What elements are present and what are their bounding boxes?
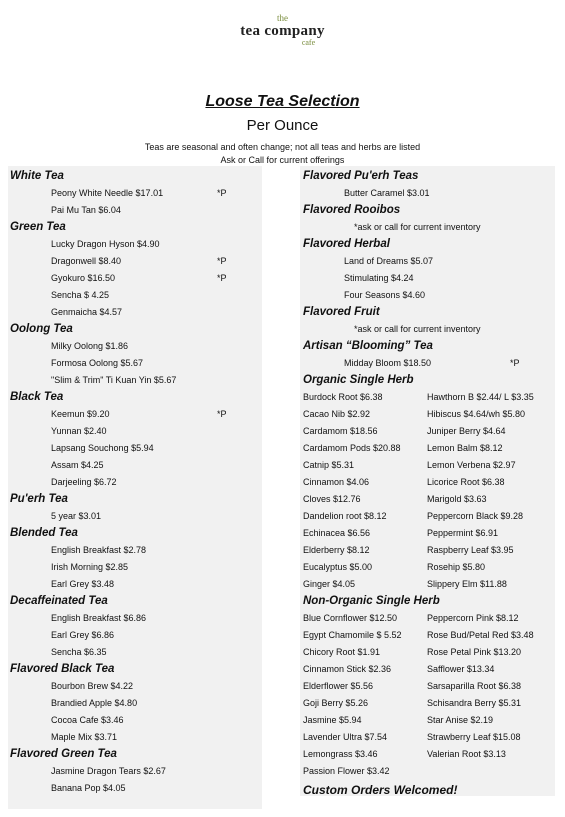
menu-item <box>10 729 260 746</box>
company-logo <box>0 14 565 47</box>
section-heading: Decaffeinated Tea <box>10 595 108 607</box>
herb-row <box>303 423 553 440</box>
herb-row <box>303 644 553 661</box>
menu-item <box>10 253 260 270</box>
page-subtitle: Per Ounce <box>246 117 319 134</box>
menu-item <box>10 559 260 576</box>
herb-item: Hawthorn B $2.44/ L $3.35 <box>427 392 534 402</box>
menu-item-label: Genmaicha $4.57 <box>51 307 123 317</box>
menu-item <box>10 644 260 661</box>
menu-item <box>10 270 260 287</box>
herb-item: Passion Flower $3.42 <box>303 766 390 776</box>
herb-row <box>303 729 553 746</box>
herb-item: Raspberry Leaf $3.95 <box>427 545 514 555</box>
inventory-note: *ask or call for current inventory <box>354 222 481 232</box>
herb-item: Cinnamon Stick $2.36 <box>303 664 392 674</box>
menu-item-label: Dragonwell $8.40 <box>51 256 122 266</box>
menu-item <box>10 508 260 525</box>
premium-mark: *P <box>217 409 227 419</box>
menu-item <box>10 627 260 644</box>
section-heading: Non-Organic Single Herb <box>303 595 440 607</box>
menu-item: Four Seasons $4.60 <box>344 290 426 300</box>
menu-item-label: Jasmine Dragon Tears $2.67 <box>51 766 166 776</box>
herb-item: Slippery Elm $11.88 <box>427 579 507 589</box>
section-heading: Flavored Green Tea <box>10 748 117 760</box>
premium-mark: *P <box>217 188 227 198</box>
herb-item: Peppermint $6.91 <box>427 528 499 538</box>
menu-item <box>10 678 260 695</box>
menu-item <box>10 406 260 423</box>
herb-item: Goji Berry $5.26 <box>303 698 369 708</box>
section-heading: Flavored Fruit <box>303 306 380 318</box>
menu-item-label: English Breakfast $6.86 <box>51 613 147 623</box>
menu-item-label: Peony White Needle $17.01 <box>51 188 164 198</box>
herb-item: Cacao Nib $2.92 <box>303 409 371 419</box>
inventory-note: *ask or call for current inventory <box>354 324 481 334</box>
herb-row <box>303 678 553 695</box>
menu-item-label: Lucky Dragon Hyson $4.90 <box>51 239 160 249</box>
menu-item-label: Maple Mix $3.71 <box>51 732 118 742</box>
herb-item: Blue Cornflower $12.50 <box>303 613 398 623</box>
logo-cafe: cafe <box>301 38 316 47</box>
herb-row <box>303 525 553 542</box>
herb-row <box>303 474 553 491</box>
menu-item <box>10 338 260 355</box>
herb-item: Schisandra Berry $5.31 <box>427 698 522 708</box>
herb-row <box>303 508 553 525</box>
herb-row <box>303 559 553 576</box>
section-heading: Flavored Rooibos <box>303 204 401 216</box>
herb-row <box>303 763 553 780</box>
herb-row <box>303 610 553 627</box>
call-note: Ask or Call for current offerings <box>220 155 345 165</box>
seasonal-note: Teas are seasonal and often change; not all teas and herbs are listed <box>144 142 421 152</box>
section-heading: Flavored Pu'erh Teas <box>303 170 419 182</box>
herb-row <box>303 712 553 729</box>
menu-item <box>10 185 260 202</box>
herb-item: Lemon Verbena $2.97 <box>427 460 516 470</box>
menu-item <box>10 780 260 797</box>
herb-item: Peppercorn Black $9.28 <box>427 511 524 521</box>
section-heading: Organic Single Herb <box>303 374 414 386</box>
herb-item: Lemon Balm $8.12 <box>427 443 503 453</box>
logo-the: the <box>277 13 288 23</box>
herb-item: Eucalyptus $5.00 <box>303 562 373 572</box>
herb-row <box>303 406 553 423</box>
menu-item-label: "Slim & Trim" Ti Kuan Yin $5.67 <box>51 375 177 385</box>
herb-item: Star Anise $2.19 <box>427 715 494 725</box>
menu-item <box>10 695 260 712</box>
menu-item <box>10 474 260 491</box>
herb-row <box>303 695 553 712</box>
menu-item-label: Lapsang Souchong $5.94 <box>51 443 154 453</box>
herb-item: Peppercorn Pink $8.12 <box>427 613 519 623</box>
menu-item-label: 5 year $3.01 <box>51 511 102 521</box>
organic-herb-list <box>303 389 553 593</box>
menu-item <box>10 712 260 729</box>
herb-item <box>427 763 553 780</box>
menu-item-label: Brandied Apple $4.80 <box>51 698 138 708</box>
page-title: Loose Tea Selection <box>205 93 360 110</box>
menu-item <box>10 372 260 389</box>
menu-item-label: Banana Pop $4.05 <box>51 783 126 793</box>
herb-item: Safflower $13.34 <box>427 664 495 674</box>
menu-item: Land of Dreams $5.07 <box>344 256 434 266</box>
menu-item-label: English Breakfast $2.78 <box>51 545 147 555</box>
menu-item-label: Irish Morning $2.85 <box>51 562 129 572</box>
section-heading: White Tea <box>10 170 64 182</box>
herb-item: Cardamom $18.56 <box>303 426 378 436</box>
herb-item: Catnip $5.31 <box>303 460 355 470</box>
herb-item: Strawberry Leaf $15.08 <box>427 732 521 742</box>
herb-item: Dandelion root $8.12 <box>303 511 387 521</box>
herb-item: Jasmine $5.94 <box>303 715 362 725</box>
menu-item-label: Earl Grey $6.86 <box>51 630 115 640</box>
herb-item: Rose Petal Pink $13.20 <box>427 647 522 657</box>
herb-row <box>303 627 553 644</box>
menu-item-label: Earl Grey $3.48 <box>51 579 115 589</box>
herb-row <box>303 661 553 678</box>
logo-wordmark: tea company <box>240 23 325 39</box>
herb-item: Ginger $4.05 <box>303 579 356 589</box>
menu-item <box>10 610 260 627</box>
menu-item: Butter Caramel $3.01 <box>344 188 430 198</box>
herb-item: Cloves $12.76 <box>303 494 361 504</box>
menu-item <box>10 202 260 219</box>
menu-item <box>10 763 260 780</box>
herb-item: Elderberry $8.12 <box>303 545 370 555</box>
menu-item <box>10 355 260 372</box>
herb-item: Echinacea $6.56 <box>303 528 371 538</box>
herb-row <box>303 440 553 457</box>
herb-item: Rose Bud/Petal Red $3.48 <box>427 630 534 640</box>
section-heading: Flavored Herbal <box>303 238 390 250</box>
menu-item <box>10 287 260 304</box>
menu-item <box>10 236 260 253</box>
herb-row <box>303 542 553 559</box>
herb-item: Juniper Berry $4.64 <box>427 426 506 436</box>
section-heading: Oolong Tea <box>10 323 73 335</box>
premium-mark: *P <box>510 358 520 368</box>
herb-row <box>303 457 553 474</box>
custom-orders-note: Custom Orders Welcomed! <box>303 783 458 797</box>
menu-item <box>10 457 260 474</box>
section-heading: Pu'erh Tea <box>10 493 68 505</box>
herb-item: Cardamom Pods $20.88 <box>303 443 401 453</box>
menu-item: Stimulating $4.24 <box>344 273 414 283</box>
left-menu-column <box>10 168 260 797</box>
herb-item: Chicory Root $1.91 <box>303 647 381 657</box>
menu-item <box>10 304 260 321</box>
right-menu-column <box>303 168 553 800</box>
menu-item <box>10 576 260 593</box>
menu-item-label: Midday Bloom $18.50 <box>344 358 432 368</box>
menu-item-label: Bourbon Brew $4.22 <box>51 681 134 691</box>
non-organic-herb-list <box>303 610 553 780</box>
section-heading: Green Tea <box>10 221 66 233</box>
menu-item-label: Milky Oolong $1.86 <box>51 341 129 351</box>
menu-item-label: Cocoa Cafe $3.46 <box>51 715 124 725</box>
herb-item: Hibiscus $4.64/wh $5.80 <box>427 409 526 419</box>
herb-item: Egypt Chamomile $ 5.52 <box>303 630 402 640</box>
herb-item: Licorice Root $6.38 <box>427 477 505 487</box>
premium-mark: *P <box>217 256 227 266</box>
herb-row <box>303 746 553 763</box>
menu-item-label: Sencha $ 4.25 <box>51 290 110 300</box>
menu-item-label: Sencha $6.35 <box>51 647 107 657</box>
menu-item-label: Gyokuro $16.50 <box>51 273 116 283</box>
menu-item <box>303 355 553 372</box>
herb-item: Burdock Root $6.38 <box>303 392 383 402</box>
herb-item: Sarsaparilla Root $6.38 <box>427 681 522 691</box>
herb-item: Lavender Ultra $7.54 <box>303 732 388 742</box>
menu-item-label: Darjeeling $6.72 <box>51 477 117 487</box>
section-heading: Black Tea <box>10 391 64 403</box>
premium-mark: *P <box>217 273 227 283</box>
section-heading: Blended Tea <box>10 527 78 539</box>
herb-item: Cinnamon $4.06 <box>303 477 370 487</box>
menu-item-label: Keemun $9.20 <box>51 409 110 419</box>
herb-row <box>303 491 553 508</box>
herb-item: Lemongrass $3.46 <box>303 749 378 759</box>
herb-item: Marigold $3.63 <box>427 494 487 504</box>
menu-item <box>10 542 260 559</box>
herb-row <box>303 576 553 593</box>
menu-item-label: Yunnan $2.40 <box>51 426 107 436</box>
section-heading: Artisan “Blooming” Tea <box>303 340 433 352</box>
menu-item-label: Assam $4.25 <box>51 460 104 470</box>
menu-item <box>10 440 260 457</box>
menu-item-label: Formosa Oolong $5.67 <box>51 358 144 368</box>
menu-item-label: Pai Mu Tan $6.04 <box>51 205 121 215</box>
herb-item: Valerian Root $3.13 <box>427 749 506 759</box>
herb-item: Rosehip $5.80 <box>427 562 486 572</box>
herb-row <box>303 389 553 406</box>
herb-item: Elderflower $5.56 <box>303 681 374 691</box>
section-heading: Flavored Black Tea <box>10 663 115 675</box>
menu-item <box>10 423 260 440</box>
